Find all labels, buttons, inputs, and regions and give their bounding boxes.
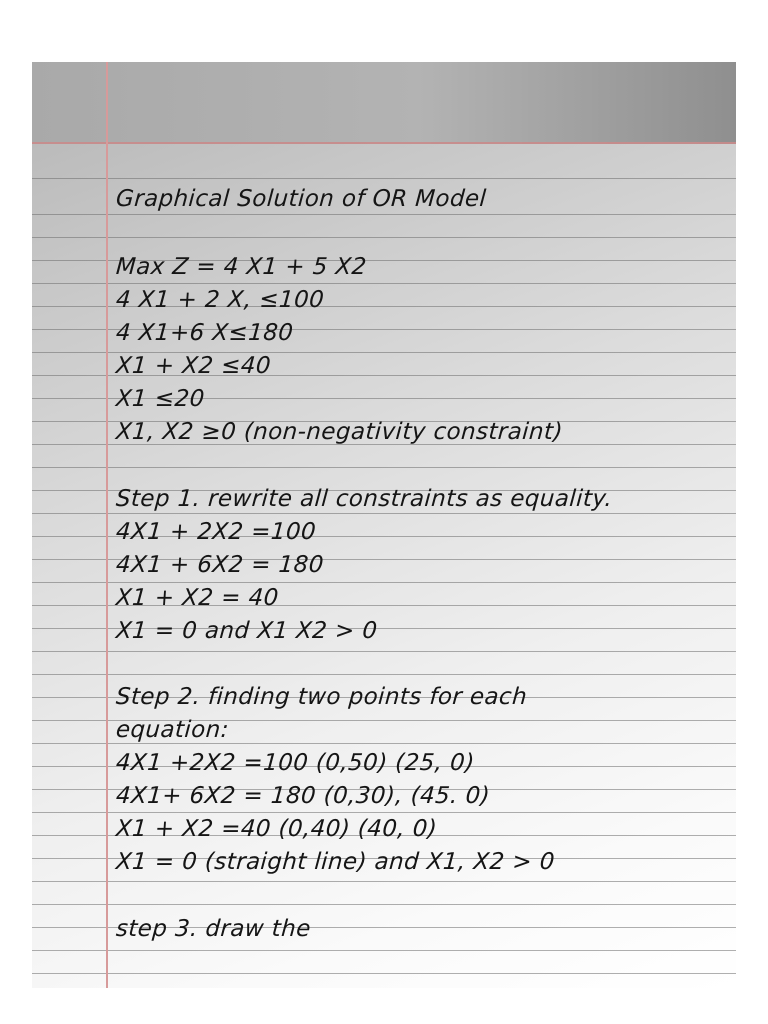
ruled-line <box>32 283 736 284</box>
step-heading: Step 2. finding two points for each <box>115 684 528 710</box>
ruled-line <box>32 674 736 675</box>
ruled-line <box>32 812 736 813</box>
points-line: 4X1 +2X2 =100 (0,50) (25, 0) <box>115 750 476 776</box>
ruled-line <box>32 881 736 882</box>
ruled-line <box>32 651 736 652</box>
constraint-line: 4 X1+6 X≤180 <box>115 320 295 346</box>
objective-function: Max Z = 4 X1 + 5 X2 <box>115 254 368 280</box>
constraint-line: X1, X2 ≥0 (non-negativity constraint) <box>115 419 564 445</box>
points-line: X1 = 0 (straight line) and X1, X2 > 0 <box>115 849 556 875</box>
constraint-line: X1 ≤20 <box>115 386 206 412</box>
top-margin-line <box>32 142 736 144</box>
step-heading: Step 1. rewrite all constraints as equality. <box>115 486 614 512</box>
constraint-line: 4 X1 + 2 X, ≤100 <box>115 287 326 313</box>
notes-title: Graphical Solution of OR Model <box>115 186 488 212</box>
ruled-line <box>32 237 736 238</box>
ruled-line <box>32 582 736 583</box>
ruled-line <box>32 178 736 179</box>
ruled-line <box>32 973 736 974</box>
margin-line <box>106 62 108 988</box>
equation-line: X1 = 0 and X1 X2 > 0 <box>115 618 379 644</box>
constraint-line: X1 + X2 ≤40 <box>115 353 272 379</box>
ruled-line <box>32 467 736 468</box>
ruled-line <box>32 214 736 215</box>
ruled-line <box>32 950 736 951</box>
ruled-line <box>32 904 736 905</box>
equation-line: X1 + X2 = 40 <box>115 585 280 611</box>
equation-line: 4X1 + 6X2 = 180 <box>115 552 325 578</box>
step-heading-continued: equation: <box>115 717 230 743</box>
equation-line: 4X1 + 2X2 =100 <box>115 519 317 545</box>
step-heading: step 3. draw the <box>115 916 312 942</box>
ruled-line <box>32 513 736 514</box>
points-line: 4X1+ 6X2 = 180 (0,30), (45. 0) <box>115 783 491 809</box>
points-line: X1 + X2 =40 (0,40) (40, 0) <box>115 816 439 842</box>
notebook-page <box>32 62 736 988</box>
ruled-line <box>32 743 736 744</box>
